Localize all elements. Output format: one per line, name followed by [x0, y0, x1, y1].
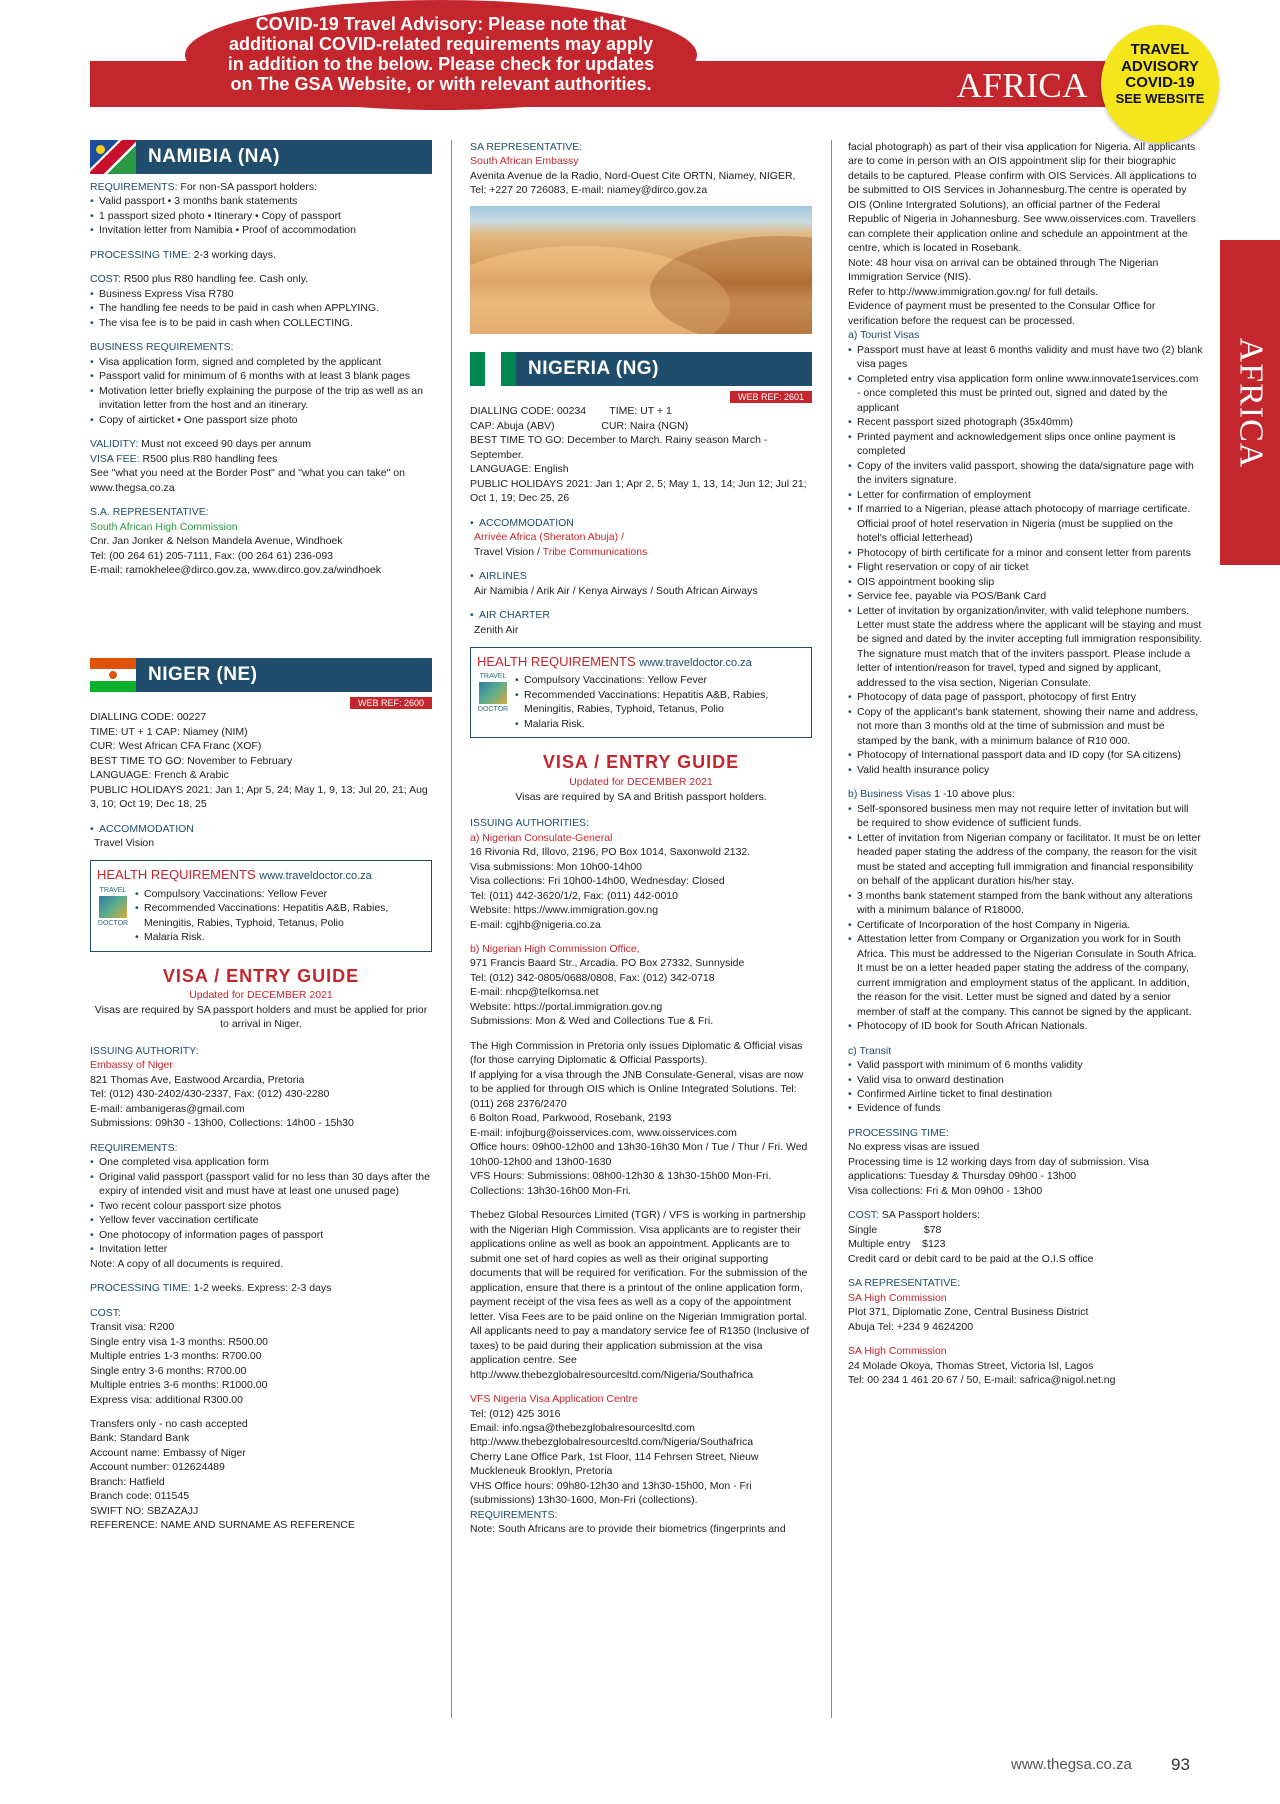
health-url[interactable]: www.traveldoctor.co.za [259, 870, 372, 883]
list-item: • Letter for confirmation of employment [848, 488, 1203, 502]
list-item: • Visa application form, signed and completed by the applicant [90, 355, 432, 369]
rep-line: Abuja Tel: +234 9 4624200 [848, 1320, 974, 1333]
nigeria-header [470, 352, 812, 386]
list-item: • Valid visa to onward destination [848, 1073, 1203, 1087]
list-item: • One photocopy of information pages of passport [90, 1228, 432, 1242]
list-item: • OIS appointment booking slip [848, 575, 1203, 589]
side-region-tab [1220, 240, 1280, 565]
column-right [848, 140, 1203, 1388]
web-ref-badge[interactable]: WEB REF: 2600 [350, 697, 432, 709]
bank-line: Bank: Standard Bank [90, 1432, 190, 1445]
info-line: BEST TIME TO GO: December to March. Rainy season March - September. [470, 434, 768, 461]
address-line: 971 Francis Baard Str., Arcadia. PO Box 27332, Sunnyside [470, 957, 745, 970]
airlines-text: Air Namibia / Arik Air / Kenya Airways / South African Airways [474, 584, 758, 597]
info-line: CAP: Abuja (ABV) CUR: Naira (NGN) [470, 419, 689, 432]
namibia-flag-icon [90, 140, 136, 174]
rep-name: South African Embassy [470, 155, 579, 168]
label: COST: [90, 1306, 121, 1319]
covid-line: on The GSA Website, or with relevant authorities. [230, 74, 652, 95]
paragraph: The High Commission in Pretoria only issues Diplomatic & Official visas (for those carrying Diplomatic & Official Passports). [470, 1039, 803, 1067]
rep-name: SA High Commission [848, 1291, 947, 1304]
rep-line: Plot 371, Diplomatic Zone, Central Business District [848, 1306, 1089, 1319]
bank-line: Branch: Hatfield [90, 1475, 165, 1488]
info-line: DIALLING CODE: 00234 TIME: UT + 1 [470, 405, 672, 418]
address-line: Submissions: 09h30 - 13h00, Collections: 14h00 - 15h30 [90, 1117, 354, 1130]
list-item: • Certificate of Incorporation of the host Company in Nigeria. [848, 918, 1203, 932]
label: ISSUING AUTHORITIES: [470, 817, 590, 830]
list-item: • Valid passport with minimum of 6 months validity [848, 1058, 1203, 1072]
niger-visa-guide [90, 964, 432, 1032]
list-item: • Photocopy of data page of passport, photocopy of first Entry [848, 690, 1203, 704]
list-item: • Confirmed Airline ticket to final destination [848, 1087, 1203, 1101]
niger-flag-icon [90, 658, 136, 692]
text-line: Visa collections: Fri & Mon 09h00 - 13h00 [848, 1184, 1043, 1197]
label: ISSUING AUTHORITY: [90, 1044, 199, 1057]
cost-line: Transit visa: R200 [90, 1321, 175, 1334]
list-item: • Evidence of funds [848, 1101, 1203, 1115]
cost-note: Credit card or debit card to be paid at the O.I.S office [848, 1252, 1094, 1265]
nigeria-visa-guide [470, 750, 812, 804]
accommodation-text: Travel Vision [94, 836, 155, 849]
rep-line: Tel: (00 264 61) 205-7111, Fax: (00 264 61) 236-093 [90, 549, 334, 562]
cost-line: Multiple entry $123 [848, 1238, 946, 1251]
text: SA Passport holders: [878, 1209, 980, 1222]
label: REQUIREMENTS: [90, 1141, 178, 1154]
list-item: • Copy of airticket • One passport size photo [90, 413, 432, 427]
seal-line: SEE WEBSITE [1115, 90, 1205, 106]
list-item: • Business Express Visa R780 [90, 287, 432, 301]
bank-line: SWIFT NO: SBZAZAJJ [90, 1504, 199, 1517]
rep-line[interactable]: Tel: 00 234 1 461 20 67 / 50, E-mail: safrica@nigol.net.ng [848, 1374, 1116, 1387]
address-line: Submissions: Mon & Wed and Collections Tue & Fri. [470, 1015, 714, 1028]
list-item: • Self-sponsored business men may not require letter of invitation but will be required to show evidence of sufficient funds. [848, 802, 1203, 831]
address-line: Tel: (011) 442-3620/1/2, Fax: (011) 442-0010 [470, 889, 678, 902]
list-item: • Recommended Vaccinations: Hepatitis A&B, Rabies, Meningitis, Rabies, Typhoid, Tetanus, Polio [135, 901, 425, 930]
travel-doctor-logo-icon: TRAVEL DOCTOR [97, 886, 129, 927]
label: PROCESSING TIME: [90, 1282, 191, 1295]
req-note: Note: A copy of all documents is required. [90, 1257, 284, 1270]
rep-line[interactable]: E-mail: ramokhelee@dirco.gov.za, www.dirco.gov.za/windhoek [90, 564, 381, 577]
list-item: • Malaria Risk. [515, 717, 805, 731]
list-item: • Recommended Vaccinations: Hepatitis A&B, Rabies, Meningitis, Rabies, Typhoid, Tetanus, Polio [515, 688, 805, 717]
text: 1-2 weeks. Express: 2-3 days [190, 1282, 332, 1295]
cost-line: Single entry 3-6 months: R700.00 [90, 1364, 247, 1377]
address-line: 6 Bolton Road, Parkwood, Rosebank, 2193 [470, 1112, 672, 1125]
list-item: • Valid health insurance policy [848, 763, 1203, 777]
list-item: • 3 months bank statement stamped from the bank without any alterations with a minimum balance of R18000. [848, 889, 1203, 918]
namibia-requirements [90, 180, 432, 194]
nigeria-title: NIGERIA (NG) [528, 357, 659, 379]
column-divider [831, 140, 832, 1718]
address-line[interactable]: Website: https://www.immigration.gov.ng [470, 904, 659, 917]
list-item: • Passport must have at least 6 months validity and must have two (2) blank visa pages [848, 343, 1203, 372]
high-commission-name: b) Nigerian High Commission Office, [470, 942, 640, 955]
list-item: • The visa fee is to be paid in cash when COLLECTING. [90, 316, 432, 330]
info-line: LANGUAGE: French & Arabic [90, 769, 229, 782]
address-line[interactable]: E-mail: infojburg@oisservices.com, www.oisservices.com [470, 1126, 737, 1139]
list-item: • Valid passport • 3 months bank statements [90, 194, 432, 208]
accommodation-text: Travel Vision / [474, 545, 543, 558]
rep-name: SA High Commission [848, 1345, 947, 1358]
text: 2-3 working days. [190, 248, 276, 261]
text-line: No express visas are issued [848, 1141, 980, 1154]
label: COST: [848, 1209, 879, 1222]
address-line[interactable]: http://www.thebezglobalresourcesltd.com/Nigeria/Southafrica [470, 1436, 754, 1449]
charter-label: • AIR CHARTER [470, 608, 812, 622]
text-line: Processing time is 12 working days from day of submission. Visa applications: Tuesday & Thursday 09h00 - 13h00 [848, 1155, 1149, 1183]
list-item: • Photocopy of birth certificate for a minor and consent letter from parents [848, 546, 1203, 560]
covid-line: additional COVID-related requirements may apply [228, 34, 654, 55]
covid-line: COVID-19 Travel Advisory: Please note that [255, 14, 627, 34]
covid-advisory-banner[interactable] [185, 0, 697, 110]
list-item: • Flight reservation or copy of air ticket [848, 560, 1203, 574]
accommodation-link[interactable]: Arrivée Africa (Sheraton Abuja) / [474, 531, 624, 544]
label: REQUIREMENTS: [90, 181, 178, 193]
label: a) Tourist Visas [848, 329, 920, 342]
info-line: PUBLIC HOLIDAYS 2021: Jan 1; Apr 2, 5; May 1, 13, 14; Jun 12; Jul 21; Oct 1, 19; Dec 25, 26 [470, 477, 807, 505]
address-line: VHS Office hours: 09h80-12h30 and 13h30-15h00, Mon - Fri (submissions) 13h30-1600, Mon-Fri (collections). [470, 1479, 752, 1507]
health-title: HEALTH REQUIREMENTS [97, 867, 256, 883]
accommodation-label: • ACCOMMODATION [90, 822, 432, 836]
list-item: • Service fee, payable via POS/Bank Card [848, 589, 1203, 603]
niger-header [90, 658, 432, 692]
paragraph: Note: 48 hour visa on arrival can be obtained through The Nigerian Immigration Service (NIS). [848, 256, 1159, 284]
text: For non-SA passport holders: [177, 181, 318, 193]
rep-line: Avenita Avenue de la Radio, Nord-Ouest Cite ORTN, Niamey, NIGER, [470, 169, 796, 182]
list-item: • Yellow fever vaccination certificate [90, 1213, 432, 1227]
paragraph[interactable]: Refer to http://www.immigration.gov.ng/ for full details. [848, 285, 1099, 298]
column-left [90, 140, 432, 1533]
footer-url[interactable]: www.thegsa.co.za [1011, 1756, 1132, 1773]
column-middle [470, 140, 812, 1537]
address-line[interactable]: E-mail: nhcp@telkomsa.net [470, 986, 599, 999]
address-line: 16 Rivonia Rd, Illovo, 2196, PO Box 1014, Saxonwold 2132. [470, 846, 751, 859]
list-item: • Photocopy of ID book for South African Nationals. [848, 1019, 1203, 1033]
paragraph: Thebez Global Resources Limited (TGR) / VFS is working in partnership with the Nigerian High Commission. Visa applicants are to register their applications online as well as book an appointment. Applicants are to submit one set of hard copies as well as their original supporting documents that will be required for verification. For the submission of the application, ensure that there is a printout of the online application form, payment receipt of the visa fees as well as a copy of the appointment letter. Visa Fees are to be paid online on the Nigerian Immigration portal. All applicants need to pay a mandatory service fee of R1350 (Inclusive of taxes) to be paid during their application submission at the visa application centre. See http://www.thebezglobalresourcesltd.com/Nigeria/Southafrica [470, 1209, 810, 1381]
paragraph: If applying for a visa through the JNB Consulate-General, visas are now to be applied for through OIS which is Online Integrated Solutions. Tel: (011) 268 2376/2470 [470, 1068, 804, 1110]
list-item: • Compulsory Vaccinations: Yellow Fever [135, 887, 425, 901]
visa-updated: Updated for DECEMBER 2021 [569, 776, 713, 789]
address-line[interactable]: Website: https://portal.immigration.gov.ng [470, 1000, 663, 1013]
label: SA REPRESENTATIVE: [848, 1277, 961, 1290]
info-line: DIALLING CODE: 00227 [90, 711, 207, 724]
bank-line: Branch code: 011545 [90, 1490, 190, 1503]
address-line: Tel: (012) 342-0805/0688/0808, Fax: (012) 342-0718 [470, 971, 715, 984]
label: PROCESSING TIME: [848, 1126, 949, 1139]
list-item: • Photocopy of International passport data and ID copy (for SA citizens) [848, 748, 1203, 762]
travel-advisory-seal[interactable] [1101, 25, 1219, 143]
visa-title: VISA / ENTRY GUIDE [542, 752, 740, 773]
list-item: • Malaria Risk. [135, 930, 425, 944]
cost-line: Single entry visa 1-3 months: R500.00 [90, 1335, 269, 1348]
list-item: • Motivation letter briefly explaining the purpose of the trip as well as an invitation letter from the host and an itinerary. [90, 384, 432, 413]
health-title: HEALTH REQUIREMENTS [477, 654, 636, 670]
bank-line: Account name: Embassy of Niger [90, 1446, 246, 1459]
address-line[interactable]: Email: info.ngsa@thebezglobalresourcesltd.com [470, 1422, 695, 1434]
paragraph: facial photograph) as part of their visa application for Nigeria. All applicants are to come in person with an OIS appointment slip for their biographic details to be captured. Please confirm with OIS Services. All applications to be submitted to OIS Services in Johannesburg.The centre is operated by OIS (Online Intergrated Solutions), an official partner of the Federal Republic of Nigeria in Johannesburg. See www.oisservices.com. Travellers can complete their application online and schedule an appointment at the centre, which is located in Rosebank. [848, 141, 1197, 255]
list-item: • Letter of invitation from Nigerian company or facilitator. It must be on letter headed paper stating the address of the company, the reason for the visit must be stated and accepting full immigration and financial responsibility on behalf of the applicant duration his/her stay. [848, 831, 1203, 889]
niger-health-box [90, 860, 432, 951]
desert-photo [470, 206, 812, 334]
cost-line: Multiple entries 1-3 months: R700.00 [90, 1350, 262, 1363]
rep-name: South African High Commission [90, 520, 238, 533]
rep-line[interactable]: Tel: +227 20 726083, E-mail: niamey@dirco.gov.za [470, 184, 708, 197]
bank-line: REFERENCE: NAME AND SURNAME AS REFERENCE [90, 1519, 355, 1532]
label: REQUIREMENTS: [470, 1508, 558, 1521]
address-line: Visa submissions: Mon 10h00-14h00 [470, 860, 642, 873]
charter-text: Zenith Air [474, 623, 519, 636]
list-item: • Copy of the inviters valid passport, showing the data/signature page with the inviters signature. [848, 459, 1203, 488]
list-item: • Invitation letter from Namibia • Proof of accommodation [90, 223, 432, 237]
list-item: • The handling fee needs to be paid in cash when APPLYING. [90, 301, 432, 315]
info-line: CUR: West African CFA Franc (XOF) [90, 740, 262, 753]
column-divider [451, 140, 452, 1718]
req-note: Note: South Africans are to provide their biometrics (fingerprints and [470, 1523, 786, 1536]
rep-line: 24 Molade Okoya, Thomas Street, Victoria Isl, Lagos [848, 1359, 1094, 1372]
address-line[interactable]: E-mail: cgjhb@nigeria.co.za [470, 918, 601, 931]
health-url[interactable]: www.traveldoctor.co.za [639, 657, 752, 670]
list-item: • Two recent colour passport size photos [90, 1199, 432, 1213]
info-line: PUBLIC HOLIDAYS 2021: Jan 1; Apr 5, 24; May 1, 9, 13; Jul 20, 21; Aug 3, 10; Oct 19; Dec 18, 25 [90, 783, 428, 811]
address-line: Tel: (012) 430-2402/430-2337, Fax: (012) 430-2280 [90, 1088, 330, 1101]
vfs-name: VFS Nigeria Visa Application Centre [470, 1393, 638, 1406]
accommodation-label: • ACCOMMODATION [470, 516, 812, 530]
accommodation-link[interactable]: Tribe Communications [542, 545, 648, 558]
visa-note: Visas are required by SA passport holders and must be applied for prior to arrival in Niger. [94, 1003, 428, 1031]
list-item: • If married to a Nigerian, please attach photocopy of marriage certificate. Official proof of hotel reservation in Nigeria (must be supplied on the hotel's official letterhead) [848, 502, 1203, 545]
label: PROCESSING TIME: [90, 248, 191, 261]
issuing-name: Embassy of Niger [90, 1059, 173, 1072]
namibia-title: NAMIBIA (NA) [148, 145, 280, 167]
namibia-header [90, 140, 432, 174]
info-line: BEST TIME TO GO: November to February [90, 754, 293, 767]
list-item: • Recent passport sized photograph (35x40mm) [848, 415, 1203, 429]
border-note[interactable]: See "what you need at the Border Post" and "what you can take" on www.thegsa.co.za [90, 467, 405, 494]
seal-line: TRAVEL [1130, 41, 1190, 58]
cost-line: Single $78 [848, 1223, 942, 1236]
label: SA REPRESENTATIVE: [470, 141, 583, 153]
cost-line: Express visa: additional R300.00 [90, 1393, 243, 1406]
visa-note: Visas are required by SA and British passport holders. [515, 790, 767, 803]
label: c) Transit [848, 1044, 892, 1057]
cost-line: Multiple entries 3-6 months: R1000.00 [90, 1379, 268, 1392]
address-line: Office hours: 09h00-12h00 and 13h30-16h30 Mon / Tue / Thur / Fri. Wed 10h00-12h00 and 13h00-1630 [470, 1141, 808, 1168]
label: S.A. REPRESENTATIVE: [90, 506, 209, 519]
list-item: • Completed entry visa application form online www.innovate1services.com - once completed this must be printed out, signed and dated by the applicant [848, 372, 1203, 415]
label: b) Business Visas [848, 788, 932, 801]
consulate-name: a) Nigerian Consulate-General [470, 831, 613, 844]
list-item: • Compulsory Vaccinations: Yellow Fever [515, 673, 805, 687]
address-line: VFS Hours: Submissions: 08h00-12h30 & 13h30-15h00 Mon-Fri. Collections: 13h30-16h00 Mon-Fri. [470, 1170, 772, 1197]
airlines-label: • AIRLINES [470, 569, 812, 583]
visa-updated: Updated for DECEMBER 2021 [189, 989, 333, 1002]
list-item: • Passport valid for minimum of 6 months with at least 3 blank pages [90, 369, 432, 383]
web-ref-badge[interactable]: WEB REF: 2601 [730, 391, 812, 403]
info-line: TIME: UT + 1 CAP: Niamey (NIM) [90, 725, 248, 738]
list-item: • One completed visa application form [90, 1155, 432, 1169]
label: BUSINESS REQUIREMENTS: [90, 341, 234, 354]
rep-line: Cnr. Jan Jonker & Nelson Mandela Avenue, Windhoek [90, 535, 343, 548]
niger-title: NIGER (NE) [148, 663, 258, 685]
paragraph: Evidence of payment must be presented to the Consular Office for verification before the request can be processed. [848, 300, 1156, 327]
region-title: AFRICA [956, 66, 1088, 105]
bank-line: Transfers only - no cash accepted [90, 1418, 248, 1430]
info-line: LANGUAGE: English [470, 463, 569, 476]
nigeria-flag-icon [470, 352, 516, 386]
page-number: 93 [1171, 1755, 1190, 1774]
label: COST: [90, 273, 121, 286]
namibia-processing [90, 248, 432, 262]
list-item: • Printed payment and acknowledgement slips once online payment is completed [848, 430, 1203, 459]
list-item: • Original valid passport (passport valid for no less than 30 days after the expiry of intended visit and must have at least one unused page) [90, 1170, 432, 1199]
list-item: • Attestation letter from Company or Organization you work for in South Africa. This must be addressed to the Nigerian Consulate in South Africa. It must be on a letter headed paper stating the address of the company, current immigration and employment status of the applicant. In addition, the reason for the visit. Letter must be signed and dated by a senior member of staff at the company. This cannot be signed by the applicant. [848, 932, 1203, 1019]
seal-line: COVID-19 [1125, 74, 1195, 91]
text: 1 -10 above plus: [931, 788, 1015, 801]
seal-line: ADVISORY [1121, 57, 1199, 75]
address-line[interactable]: E-mail: ambanigeras@gmail.com [90, 1102, 245, 1115]
covid-line: in addition to the below. Please check for updates [227, 54, 655, 75]
side-tab-label: AFRICA [1232, 337, 1270, 468]
text: R500 plus R80 handling fees [139, 452, 278, 465]
visa-title: VISA / ENTRY GUIDE [162, 965, 360, 986]
address-line: 821 Thomas Ave, Eastwood Arcardia, Pretoria [90, 1073, 305, 1086]
text: Must not exceed 90 days per annum [138, 438, 312, 451]
label: VALIDITY: [90, 438, 139, 451]
travel-doctor-logo-icon: TRAVEL DOCTOR [477, 673, 509, 714]
address-line: Visa collections: Fri 10h00-14h00, Wednesday: Closed [470, 875, 725, 888]
address-line: Cherry Lane Office Park, 1st Floor, 114 Fehrsen Street, Nieuw Muckleneuk Brooklyn, Pretoria [470, 1450, 759, 1478]
label: VISA FEE: [90, 452, 140, 465]
list-item: • Letter of invitation by organization/inviter, with valid telephone numbers. Letter must state the address where the applicant will be staying and must be signed and dated by the inviter accepting full immigration responsibility. The signature must match that of the inviters passport. Please include a letter of intention/reason for travel, typed and signed by applicant, addressed to the visa section, Nigerian Consulate. [848, 604, 1203, 691]
list-item: • Invitation letter [90, 1242, 432, 1256]
list-item: • 1 passport sized photo • Itinerary • Copy of passport [90, 209, 432, 223]
address-line: Tel: (012) 425 3016 [470, 1407, 561, 1420]
list-item: • Copy of the applicant's bank statement, showing their name and address, not more than 3 months old at the time of submission and must be stamped by the bank, with a minimum balance of R10 000. [848, 705, 1203, 748]
bank-line: Account number: 012624489 [90, 1461, 225, 1474]
text: R500 plus R80 handling fee. Cash only. [120, 273, 309, 286]
nigeria-health-box [470, 647, 812, 738]
